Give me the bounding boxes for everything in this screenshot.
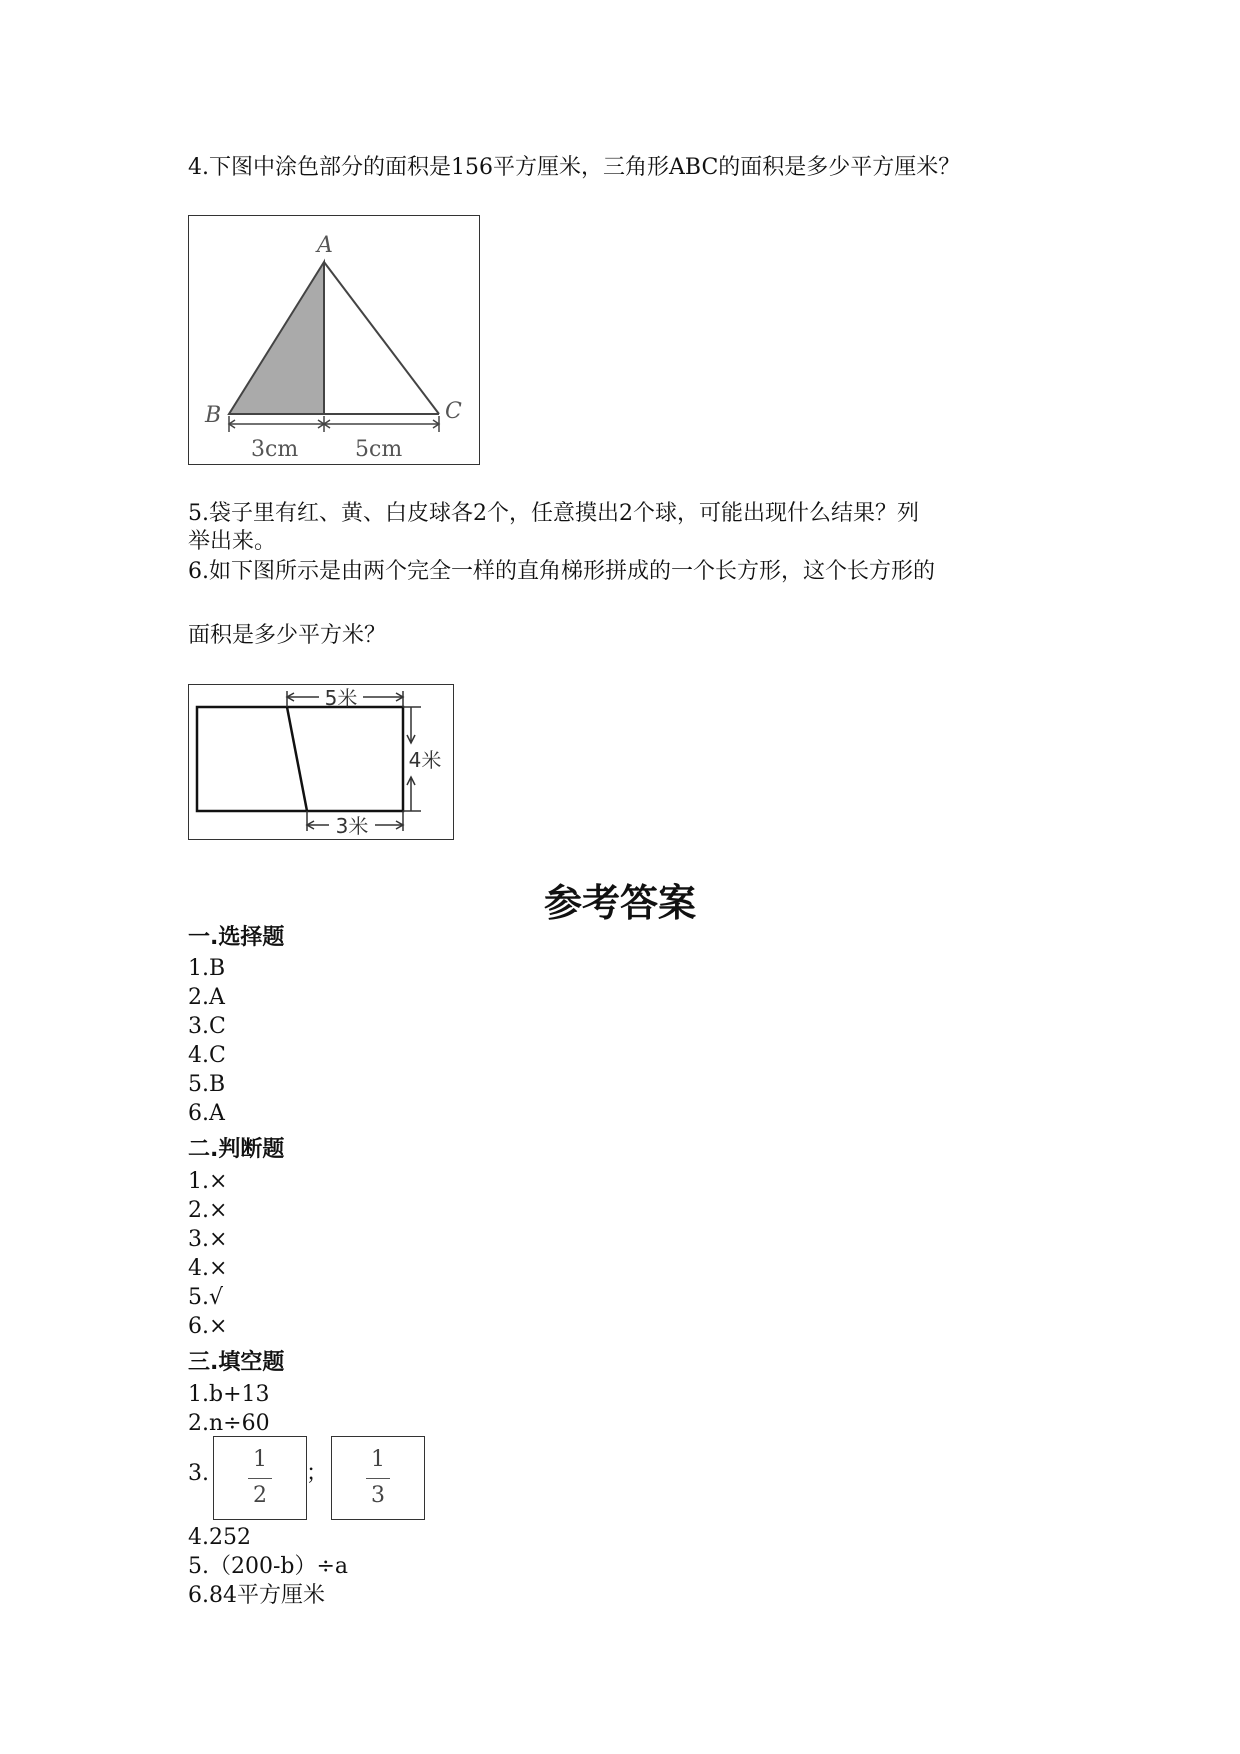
- question-5-line-2: 举出来。: [188, 529, 277, 554]
- answer-1-4: 4.C: [188, 1043, 226, 1068]
- fraction-2-bar: [366, 1478, 390, 1479]
- answers-title: 参考答案: [543, 881, 696, 925]
- fraction-1-numerator: 1: [253, 1447, 267, 1472]
- answer-2-3: 3.×: [188, 1227, 228, 1252]
- section-3-heading: 三.填空题: [188, 1350, 285, 1375]
- answer-2-2: 2.×: [188, 1198, 228, 1223]
- fraction-box-1: [213, 1436, 307, 1520]
- fraction-box-2: [331, 1436, 425, 1520]
- section-1-heading: 一.选择题: [188, 925, 285, 950]
- section-2-heading: 二.判断题: [188, 1137, 285, 1162]
- shaded-region: [229, 262, 324, 414]
- answer-3-4: 4.252: [188, 1525, 251, 1550]
- label-c: C: [445, 399, 462, 424]
- fraction-1-bar: [248, 1478, 272, 1479]
- question-4-text: 4.下图中涂色部分的面积是156平方厘米，三角形ABC的面积是多少平方厘米？: [188, 155, 961, 180]
- side-ac: [324, 262, 439, 414]
- answer-2-1: 1.×: [188, 1169, 228, 1194]
- question-6-line-1: 6.如下图所示是由两个完全一样的直角梯形拼成的一个长方形，这个长方形的: [188, 559, 935, 584]
- dim-bottom-label: 3米: [335, 814, 369, 838]
- dim-top-label: 5米: [324, 686, 358, 710]
- dim-left-label: 3cm: [251, 437, 299, 462]
- answer-3-1: 1.b+13: [188, 1382, 270, 1407]
- answer-1-6: 6.A: [188, 1101, 225, 1126]
- answer-3-3-separator: ；: [306, 1461, 329, 1486]
- answer-1-5: 5.B: [188, 1072, 226, 1097]
- answer-3-3-prefix: 3.: [188, 1461, 209, 1486]
- fraction-2-numerator: 1: [371, 1447, 385, 1472]
- answer-2-5: 5.√: [188, 1285, 224, 1310]
- rectangle-figure: [188, 684, 454, 840]
- dim-right-label: 4米: [408, 748, 442, 772]
- answer-1-3: 3.C: [188, 1014, 226, 1039]
- answer-1-1: 1.B: [188, 956, 226, 981]
- dim-right-label: 5cm: [355, 437, 403, 462]
- answer-2-4: 4.×: [188, 1256, 228, 1281]
- answer-3-2: 2.n÷60: [188, 1411, 270, 1436]
- outer-rectangle: [197, 707, 403, 811]
- label-a: A: [317, 233, 333, 258]
- answer-2-6: 6.×: [188, 1314, 228, 1339]
- triangle-diagram: [189, 216, 479, 464]
- answer-3-6: 6.84平方厘米: [188, 1583, 325, 1608]
- triangle-figure: [188, 215, 480, 465]
- rectangle-diagram: [189, 685, 453, 839]
- fraction-2-denominator: 3: [371, 1483, 385, 1508]
- divider-line: [287, 707, 307, 811]
- question-6-line-2: 面积是多少平方米？: [188, 623, 387, 648]
- answer-3-5: 5.（200-b）÷a: [188, 1554, 349, 1579]
- question-5-line-1: 5.袋子里有红、黄、白皮球各2个，任意摸出2个球，可能出现什么结果？列: [188, 501, 919, 526]
- label-b: B: [205, 403, 222, 428]
- answer-1-2: 2.A: [188, 985, 225, 1010]
- fraction-1-denominator: 2: [253, 1483, 267, 1508]
